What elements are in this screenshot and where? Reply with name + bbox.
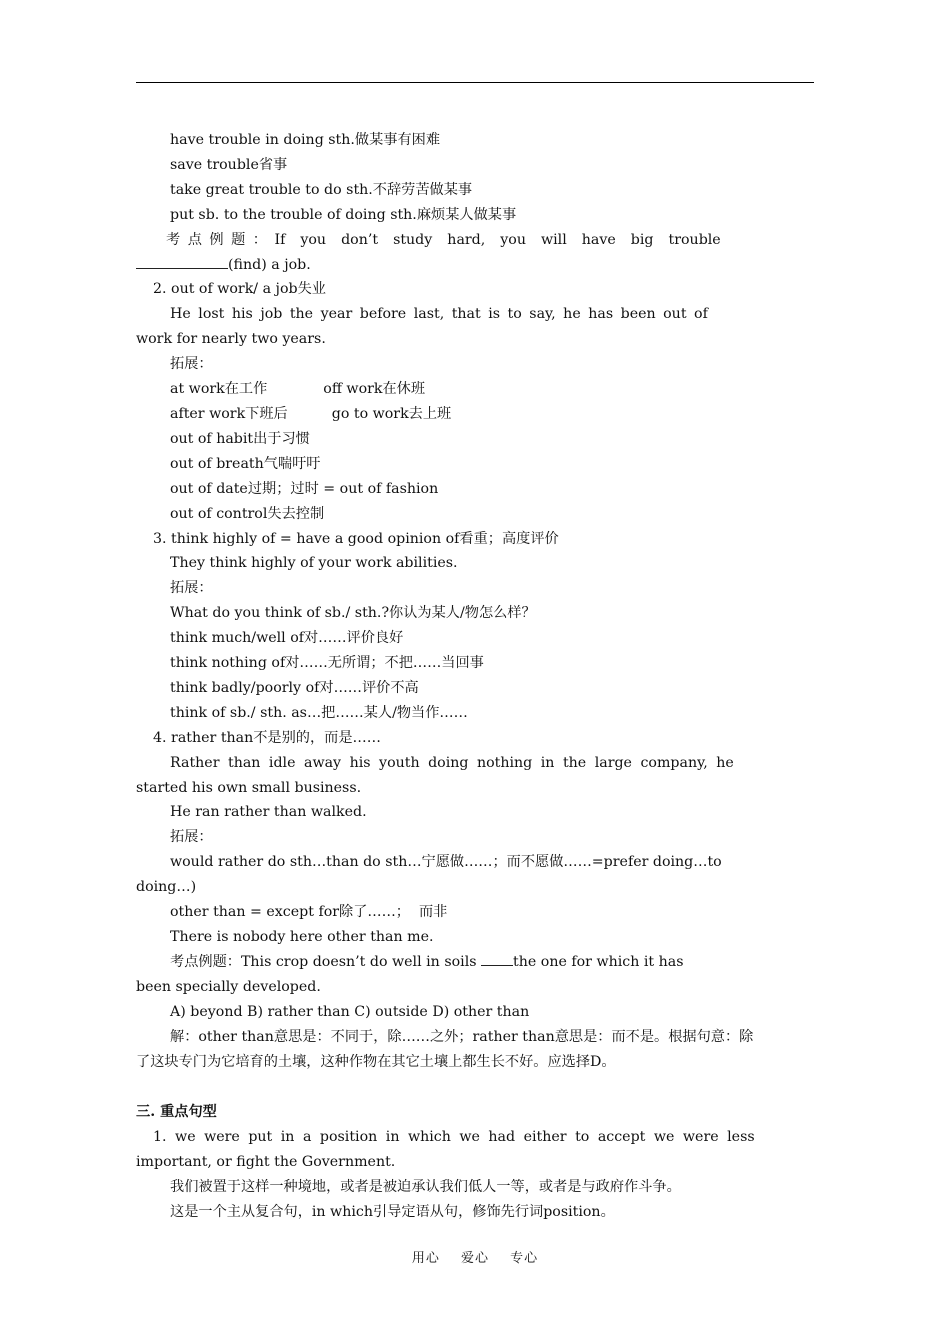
- expand-label: 拓展：: [170, 356, 213, 373]
- phrase-right: off work在休班: [323, 381, 426, 398]
- answer-blank: [481, 951, 513, 966]
- footer-text: 用心: [411, 1251, 440, 1266]
- translation: 我们被置于这样一种境地，或者是被迫承认我们低人一等，或者是与政府作斗争。: [170, 1179, 681, 1196]
- exam-example-suffix: the one for which it has: [513, 953, 684, 970]
- answer-explanation: 解：other than意思是：不同于，除……之外；rather than意思是：而不是。根据句意：除: [170, 1028, 754, 1045]
- example-sentence-cont: work for nearly two years.: [136, 331, 326, 348]
- example-sentence: They think highly of your work abilities.: [170, 555, 458, 572]
- expand-label: 拓展：: [170, 829, 213, 846]
- page-footer: [0, 1247, 950, 1266]
- phrase-line: have trouble in doing sth.做某事有困难: [170, 132, 441, 148]
- exam-example-cont: been specially developed.: [136, 978, 321, 995]
- phrase-line: other than = except for除了……； 而非: [170, 904, 448, 921]
- phrase-line: think of sb./ sth. as…把……某人/物当作……: [170, 704, 468, 721]
- exam-example-line-2: [136, 253, 814, 278]
- phrase-right: go to work去上班: [331, 405, 452, 422]
- answer-blank: [136, 254, 228, 269]
- phrase-line: put sb. to the trouble of doing sth.麻烦某人做某事: [170, 206, 517, 223]
- footer-text: 爱心: [460, 1251, 489, 1266]
- example-sentence: Rather than idle away his youth doing nothing in the large company, he: [170, 754, 734, 771]
- phrase-left: at work在工作: [170, 381, 268, 398]
- phrase-pair: [136, 402, 814, 427]
- example-sentence: There is nobody here other than me.: [170, 929, 434, 945]
- answer-explanation-cont: 了这块专门为它培育的土壤，这种作物在其它土壤上都生长不好。应选择D。: [136, 1053, 616, 1070]
- phrase-line: would rather do sth…than do sth…宁愿做……；而不愿做……=prefer doing…to: [170, 854, 722, 871]
- item-heading: 4. rather than不是别的，而是……: [153, 729, 381, 746]
- document-body: [136, 128, 814, 1225]
- expand-label: 拓展：: [170, 580, 213, 597]
- phrase-line: What do you think of sb./ sth.?你认为某人/物怎么样？: [170, 605, 536, 622]
- phrase-line: think nothing of对……无所谓；不把……当回事: [170, 655, 484, 672]
- phrase-line: take great trouble to do sth.不辞劳苦做某事: [170, 181, 473, 198]
- item-heading: 2. out of work/ a job失业: [153, 281, 326, 298]
- exam-example-line: [136, 950, 814, 975]
- section-title: 三. 重点句型: [136, 1104, 217, 1121]
- item-heading: 3. think highly of = have a good opinion of看重；高度评价: [153, 530, 559, 547]
- sentence-pattern: 1. we were put in a position in which we had either to accept we were less: [153, 1129, 755, 1146]
- answer-options: A) beyond B) rather than C) outside D) other than: [170, 1003, 530, 1020]
- phrase-line: out of habit出于习惯: [170, 430, 310, 447]
- sentence-pattern-cont: important, or fight the Government.: [136, 1154, 396, 1171]
- phrase-line: out of control失去控制: [170, 505, 325, 522]
- example-sentence: He lost his job the year before last, that is to say, he has been out of: [170, 306, 708, 323]
- phrase-line: out of breath气喘吁吁: [170, 455, 321, 472]
- header-rule: [136, 82, 814, 83]
- phrase-pair: [136, 377, 814, 402]
- exam-example-suffix: (find) a job.: [228, 256, 311, 273]
- phrase-left: after work下班后: [170, 405, 288, 422]
- example-sentence: He ran rather than walked.: [170, 804, 367, 821]
- phrase-line-cont: doing…): [136, 879, 197, 896]
- phrase-line: think badly/poorly of对……评价不高: [170, 679, 419, 696]
- footer-text: 专心: [510, 1251, 539, 1266]
- phrase-line: out of date过期；过时 = out of fashion: [170, 480, 439, 497]
- phrase-line: save trouble省事: [170, 156, 288, 173]
- phrase-line: think much/well of对……评价良好: [170, 630, 404, 647]
- exam-example-line: 考 点 例 题 ： If you don’t study hard, you will have big trouble: [166, 231, 721, 248]
- grammar-note: 这是一个主从复合句，in which引导定语从句，修饰先行词position。: [170, 1204, 615, 1221]
- exam-example-prefix: 考点例题：This crop doesn’t do well in soils: [170, 953, 482, 970]
- example-sentence-cont: started his own small business.: [136, 779, 362, 796]
